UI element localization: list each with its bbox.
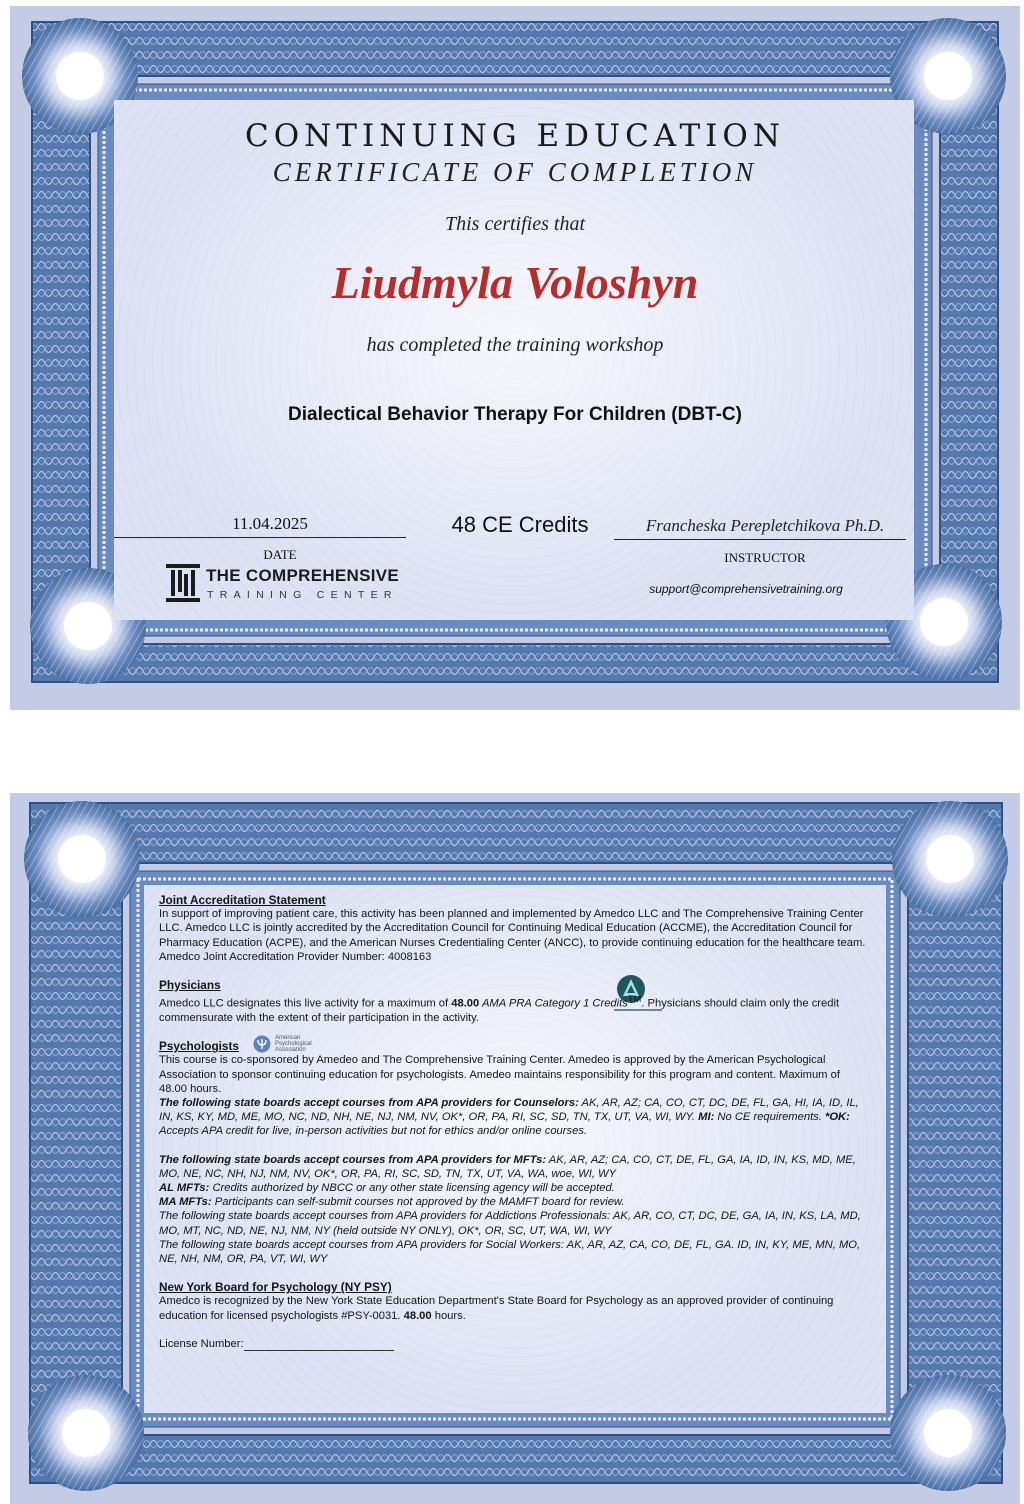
recipient-name: Liudmyla Voloshyn xyxy=(331,257,699,308)
ma-mft-note: MA MFTs: Participants can self-submit courses not approved by the MAMFT board for review. xyxy=(159,1196,625,1209)
certificate-subheading: CERTIFICATE OF COMPLETION xyxy=(272,157,758,187)
accreditation-statements xyxy=(159,893,871,1351)
social-workers-boards: The following state boards accept courses from APA providers for Social Workers: AK, AR, AZ, CA, CO, DE, FL, GA. ID, IN, KY, ME, MN, MO, NE, NH, NM, OR, PA, VT, WI, WY xyxy=(159,1238,861,1265)
ny-psy-title: New York Board for Psychology (NY PSY) xyxy=(159,1280,392,1295)
ny-psy-body: Amedco is recognized by the New York State Education Department's State Board for Psychology as an approved provider of continuing education for licensed psychologists #PSY-0031. 48.00 hours. xyxy=(159,1295,834,1322)
date-line xyxy=(114,537,406,538)
al-mft-note: AL MFTs: Credits authorized by NBCC or any other state licensing agency will be accepted. xyxy=(159,1181,615,1194)
support-email[interactable]: support@comprehensivetraining.org xyxy=(649,582,843,596)
date-label: DATE xyxy=(263,547,297,562)
addictions-boards: The following state boards accept courses from APA providers for Addictions Professionals: AK, AR, CO, CT, DC, DE, GA, IA, IN, KS, LA, MD, MO, MT, NC, ND, NE, NJ, NM, NY (held outside NY ONLY), OK*, OR, SC, UT, WA, WI, WY xyxy=(159,1210,861,1237)
ce-credits: 48 CE Credits xyxy=(451,512,589,537)
certificate-heading: CONTINUING EDUCATION xyxy=(245,118,785,154)
counselors-boards: The following state boards accept courses from APA providers for Counselors: AK, AR, AZ; CA, CO, CT, DC, DE, FL, GA, HI, IA, ID, IL, IN, KS, KY, MD, ME, MO, NC, ND, NH, NE, NJ, NM, NV, OK*, OR, PA, RI, SC, SD, TN, TX, UT, VA, WI, WY. MI: No CE requirements. *OK: Accepts APA credit for live, in-person activities but not for ethics and/or online courses. xyxy=(159,1096,859,1138)
instructor-line xyxy=(614,539,906,540)
physicians-title: Physicians xyxy=(159,978,221,993)
license-number-row xyxy=(159,1337,871,1351)
license-number-label: License Number: xyxy=(159,1337,244,1350)
rosette-top-left xyxy=(24,801,140,917)
completion-date: 11.04.2025 xyxy=(232,514,308,533)
org-subtitle: TRAINING CENTER xyxy=(207,589,398,601)
rosette-bottom-right xyxy=(890,1375,1006,1491)
rosette-bottom-left xyxy=(28,1375,144,1491)
rosette-top-right xyxy=(892,801,1008,917)
mft-boards: The following state boards accept courses from APA providers for MFTs: AK, AR, AZ; CA, CO, CT, DE, FL, GA, IA, ID, IN, KS, MD, ME, MO, NE, NC, NH, NJ, NM, NV, OK*, OR, PA, RI, SC, SD, TN, TX, UT, VA, WA, woe, WI, WY xyxy=(159,1153,856,1180)
joint-accreditation-title: Joint Accreditation Statement xyxy=(159,893,326,907)
apa-psi-icon xyxy=(253,1035,271,1053)
joint-provider-number: Amedco Joint Accreditation Provider Number: 4008163 xyxy=(159,950,432,963)
psychologists-title: Psychologists xyxy=(159,1039,239,1054)
instructor-label: INSTRUCTOR xyxy=(724,550,806,565)
physicians-body: Amedco LLC designates this live activity for a maximum of 48.00 AMA PRA Category 1 Credits™. Physicians should claim only the credit commensurate with the extent of their participation in the activity. xyxy=(159,994,840,1025)
license-number-field[interactable] xyxy=(244,1340,394,1351)
psychologists-header xyxy=(159,1035,871,1053)
training-center-logo-icon xyxy=(166,564,200,602)
apa-logo xyxy=(253,1035,319,1053)
certifies-text: This certifies that xyxy=(445,213,585,235)
psychologists-body: This course is co-sponsored by Amedeo and The Comprehensive Training Center. Amedeo is approved by the American Psychological Association to sponsor continuing education for psychologists. Amedeo maintains responsibility for this program and content. Maximum of 48.00 hours. xyxy=(159,1054,840,1095)
joint-accreditation-body: In support of improving patient care, this activity has been planned and implemented by Amedco LLC and The Comprehensive Training Center LLC. Amedco LLC is jointly accredited by the Accreditation Council for Continuing Medical Education (ACCME), the Accreditation Council for Pharmacy Education (ACPE), and the American Nurses Credentialing Center (ANCC), to provide continuing education for the healthcare team. xyxy=(159,908,866,949)
completed-text: has completed the training workshop xyxy=(366,334,664,356)
org-name: THE COMPREHENSIVE xyxy=(206,566,400,585)
apa-logo-text: American Psychological Association xyxy=(274,1035,312,1054)
certificate-back xyxy=(10,793,1020,1504)
instructor-signature: Francheska Perepletchikova Ph.D. xyxy=(645,516,885,535)
course-title: Dialectical Behavior Therapy For Children (DBT-C) xyxy=(288,404,742,425)
certificate-front xyxy=(10,6,1020,710)
